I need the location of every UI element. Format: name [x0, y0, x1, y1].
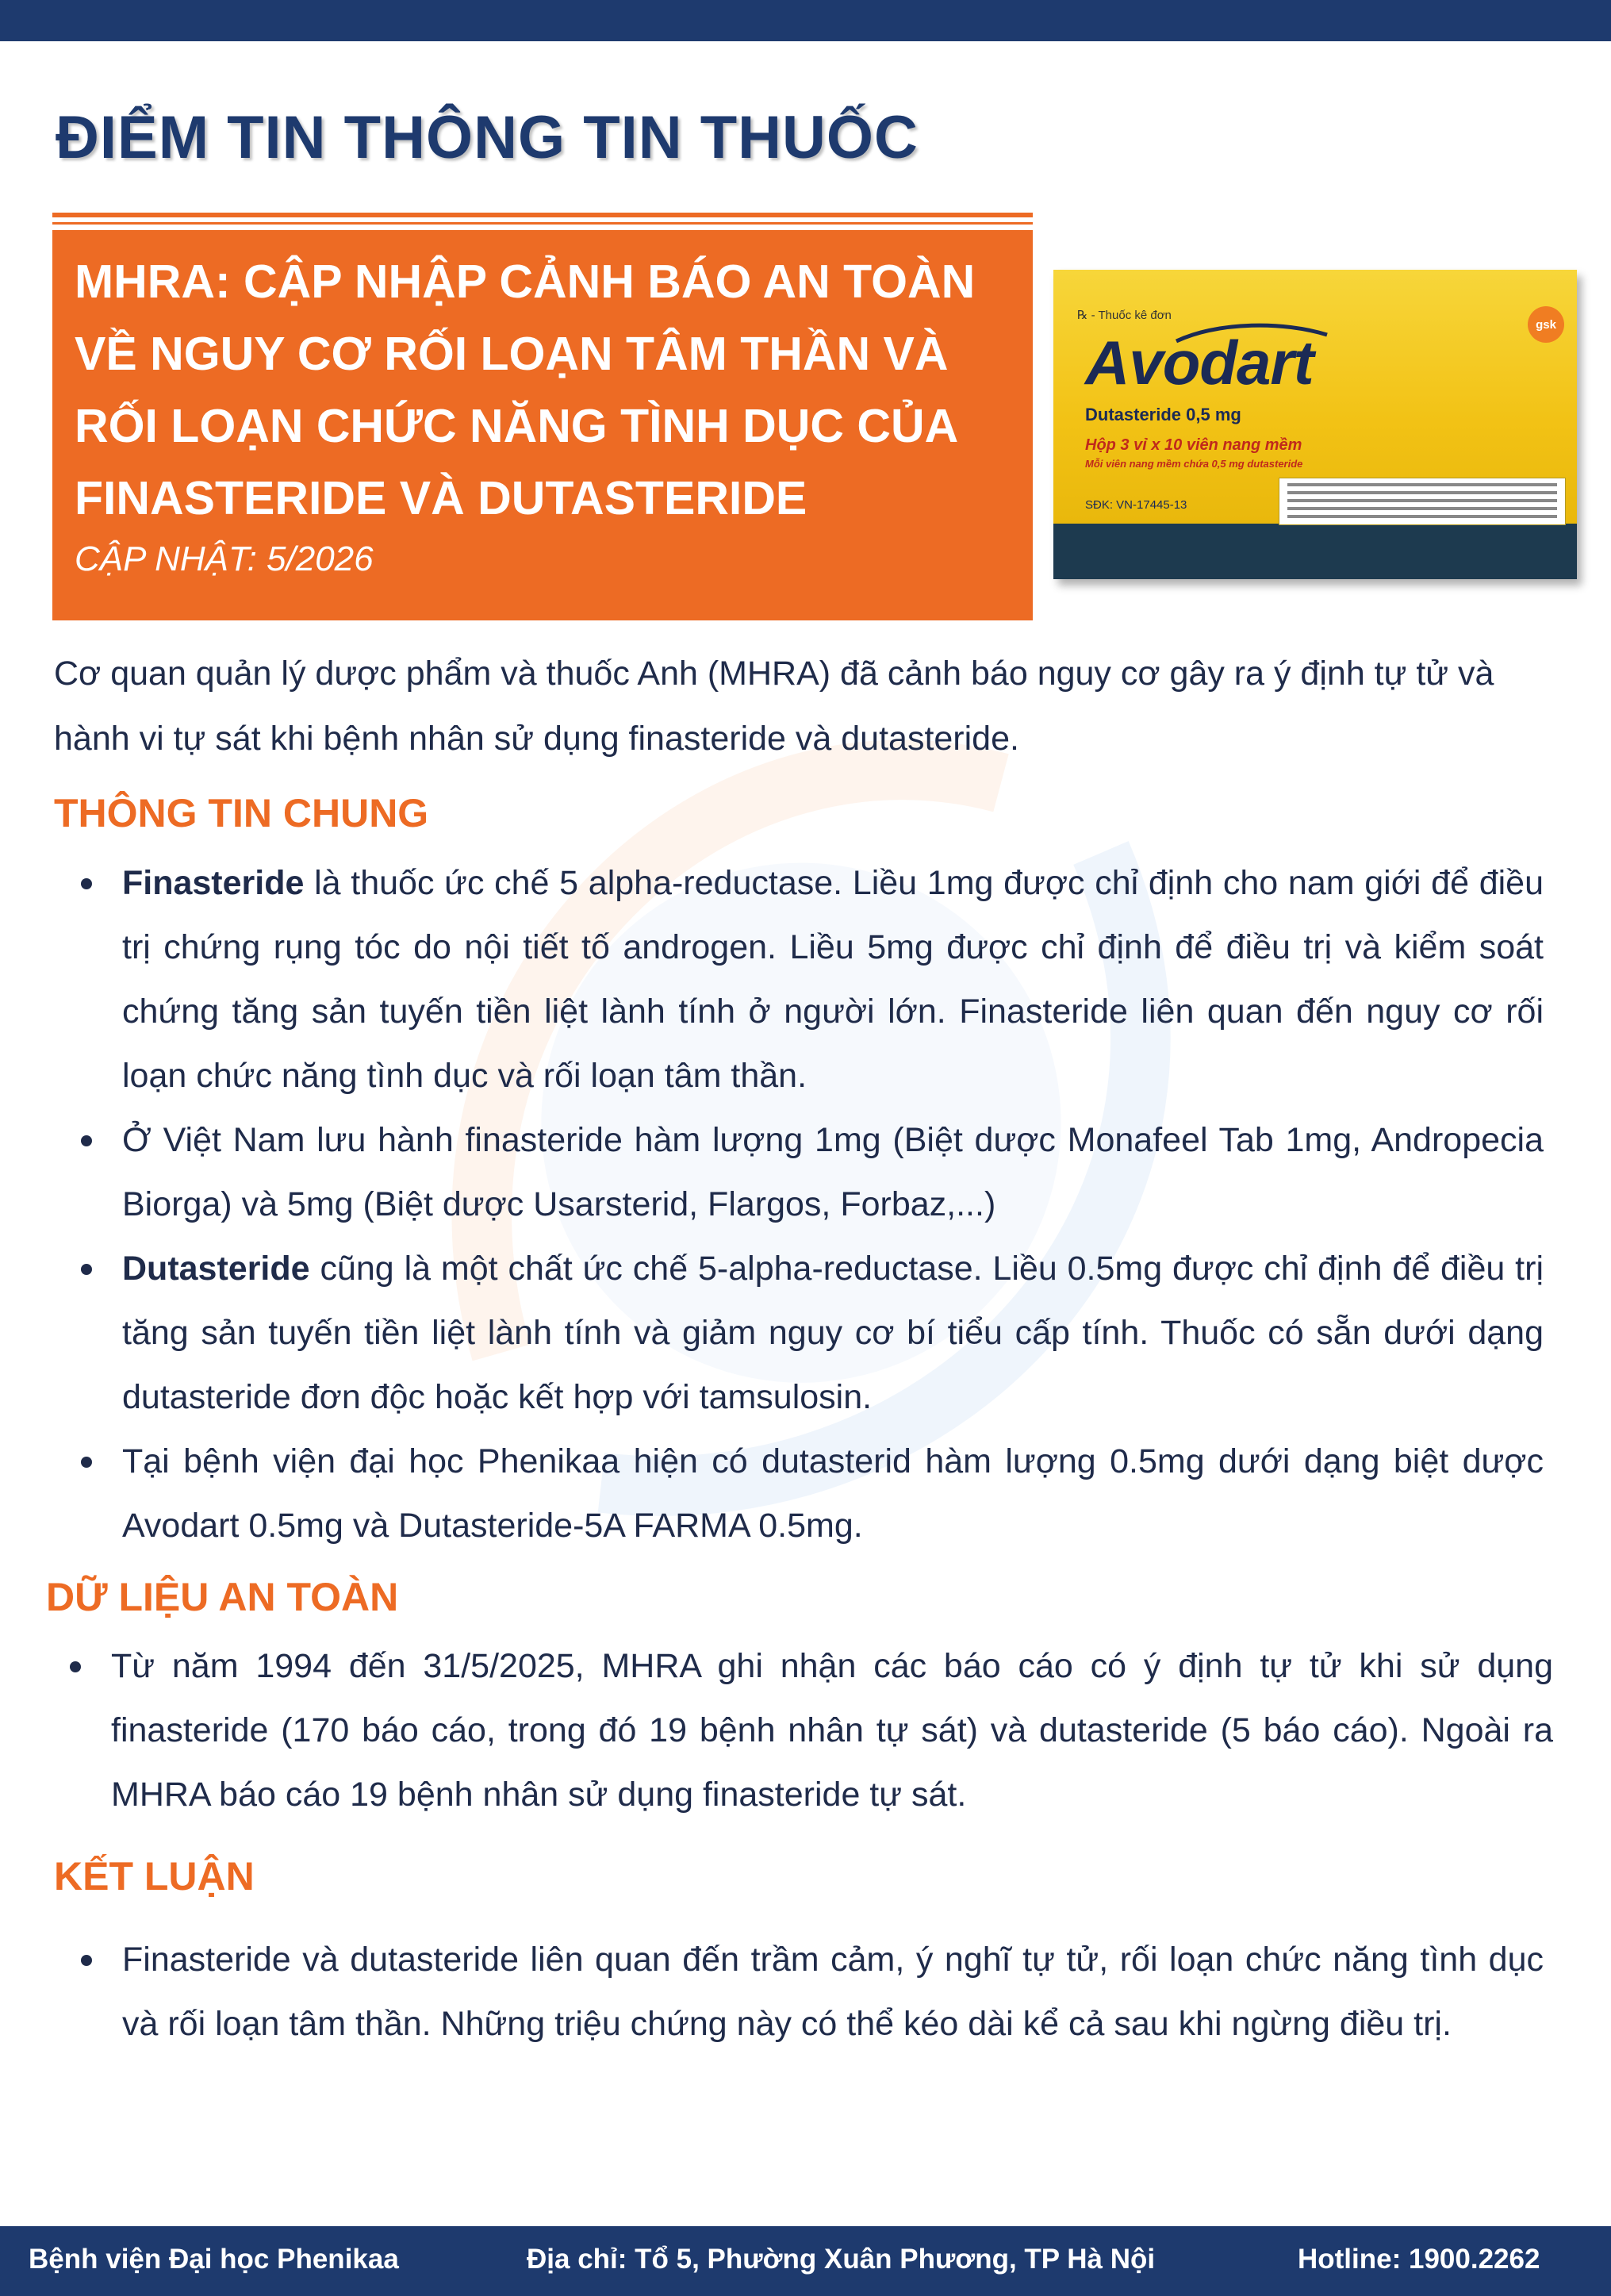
footer-hospital: Bệnh viện Đại học Phenikaa [29, 2244, 399, 2275]
heading-safety: DỮ LIỆU AN TOÀN [46, 1575, 399, 1619]
heading-general: THÔNG TIN CHUNG [54, 791, 429, 835]
fine-print-box [1279, 478, 1566, 525]
safety-list [43, 1634, 1553, 1827]
title-rule-thick [52, 213, 1033, 217]
heading-conclusion: KẾT LUẬN [54, 1854, 255, 1899]
generic-name: Dutasteride 0,5 mg [1085, 405, 1241, 424]
list-item: Ở Việt Nam lưu hành finasteride hàm lượng 1mg (Biệt dược Monafeel Tab 1mg, Andropecia Biorga) và 5mg (Biệt dược Usarsterid, Flargos, Forbaz,...) [54, 1108, 1544, 1237]
footer-address: Địa chỉ: Tổ 5, Phường Xuân Phương, TP Hà Nội [527, 2244, 1156, 2275]
footer-hotline: Hotline: 1900.2262 [1298, 2244, 1540, 2275]
intro-paragraph: Cơ quan quản lý dược phẩm và thuốc Anh (MHRA) đã cảnh báo nguy cơ gây ra ý định tự tử và hành vi tự sát khi bệnh nhân sử dụng finasteride và dutasteride. [54, 655, 1494, 758]
headline-title: MHRA: CẬP NHẬP CẢNH BÁO AN TOÀN VỀ NGUY CƠ RỐI LOẠN TÂM THẦN VÀ RỐI LOẠN CHỨC NĂNG TÌNH DỤC CỦA FINASTERIDE VÀ DUTASTERIDE [75, 255, 976, 524]
pack-size: Hộp 3 vỉ x 10 viên nang mềm [1085, 436, 1302, 454]
title-rule-thin [52, 222, 1033, 225]
list-item: Dutasteride cũng là một chất ức chế 5-alpha-reductase. Liều 0.5mg được chỉ định để điều trị tăng sản tuyến tiền liệt lành tính và giảm nguy cơ bí tiểu cấp tính. Thuốc có sẵn dưới dạng dutasteride đơn độc hoặc kết hợp với tamsulosin. [54, 1237, 1544, 1430]
gsk-logo: gsk [1528, 306, 1564, 343]
rx-label: ℞ - Thuốc kê đơn [1077, 309, 1172, 322]
list-item: Finasteride là thuốc ức chế 5 alpha-reductase. Liều 1mg được chỉ định cho nam giới để điều trị chứng rụng tóc do nội tiết tố androgen. Liều 5mg được chỉ định để điều trị và kiểm soát chứng tăng sản tuyến tiền liệt lành tính ở người lớn. Finasteride liên quan đến nguy cơ rối loạn chức năng tình dục và rối loạn tâm thần. [54, 851, 1544, 1108]
list-item: Finasteride và dutasteride liên quan đến trầm cảm, ý nghĩ tự tử, rối loạn chức năng tình dục và rối loạn tâm thần. Những triệu chứng này có thể kéo dài kể cả sau khi ngừng điều trị. [54, 1928, 1544, 2056]
general-list [54, 851, 1544, 1558]
headline-banner [52, 230, 1033, 620]
page-title: ĐIỂM TIN THÔNG TIN THUỐC [56, 104, 919, 171]
top-bar [0, 0, 1611, 41]
conclusion-list [54, 1928, 1544, 2056]
list-item: Từ năm 1994 đến 31/5/2025, MHRA ghi nhận các báo cáo có ý định tự tử khi sử dụng finasteride (170 báo cáo, trong đó 19 bệnh nhân tự sát) và dutasteride (5 báo cáo). Ngoài ra MHRA báo cáo 19 bệnh nhân sử dụng finasteride tự sát. [43, 1634, 1553, 1827]
update-date: CẬP NHẬT: 5/2026 [75, 539, 374, 578]
pack-detail: Mỗi viên nang mềm chứa 0,5 mg dutasteride [1085, 458, 1303, 470]
brand-name: Avodart [1085, 328, 1314, 397]
footer-bar [0, 2226, 1611, 2296]
product-box-image [1053, 270, 1577, 579]
registration-number: SĐK: VN-17445-13 [1085, 498, 1187, 512]
product-box-base [1053, 524, 1577, 579]
list-item: Tại bệnh viện đại học Phenikaa hiện có dutasterid hàm lượng 0.5mg dưới dạng biệt dược Avodart 0.5mg và Dutasteride-5A FARMA 0.5mg. [54, 1430, 1544, 1558]
